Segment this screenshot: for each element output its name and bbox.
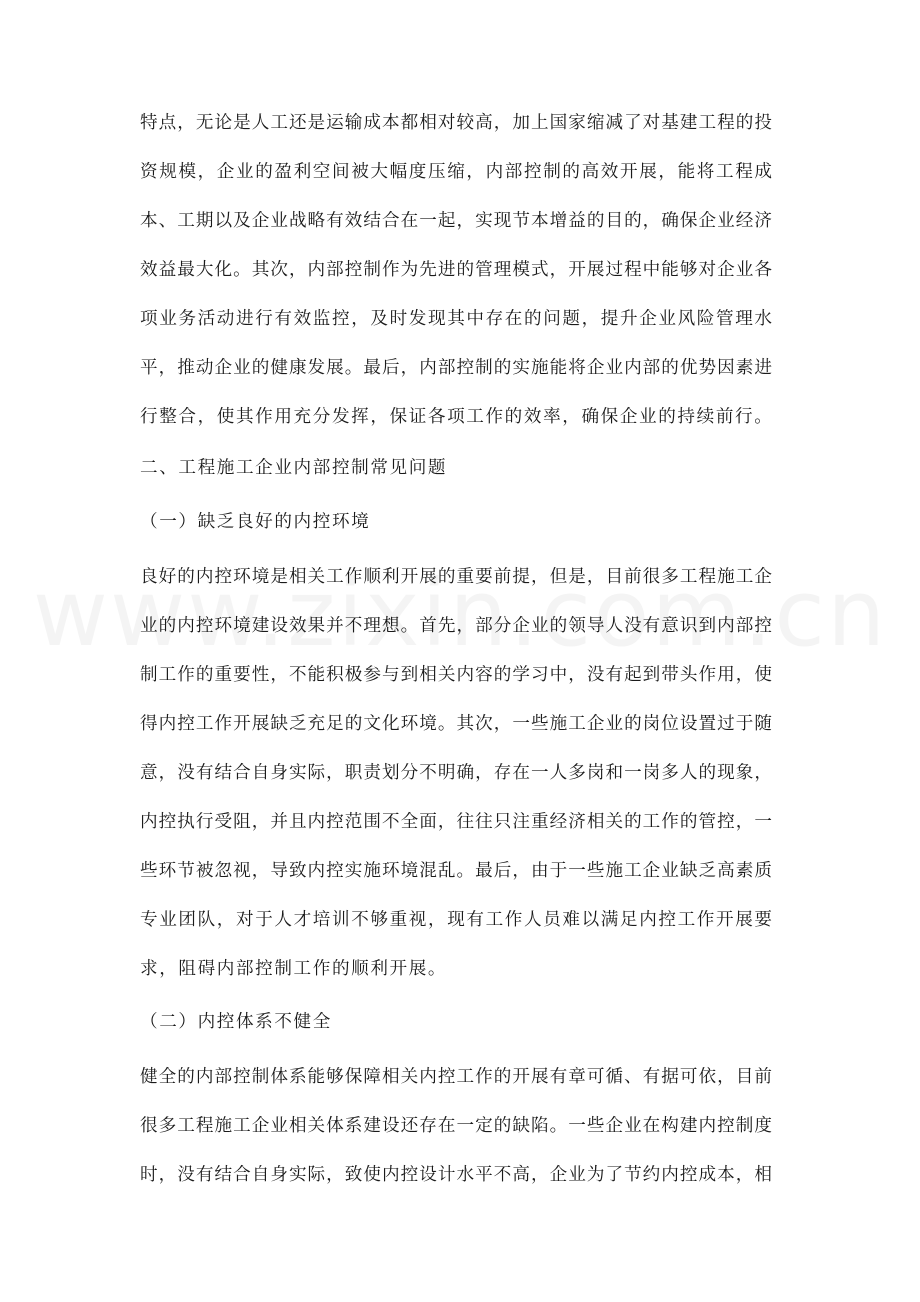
paragraph-line: 内控执行受阻，并且内控范围不全面，往往只注重经济相关的工作的管控，一 (140, 812, 772, 832)
paragraph-line: 本、工期以及企业战略有效结合在一起，实现节本增益的目的，确保企业经济 (140, 211, 772, 231)
paragraph-line: 效益最大化。其次，内部控制作为先进的管理模式，开展过程中能够对企业各 (140, 260, 772, 280)
paragraph-line: 项业务活动进行有效监控，及时发现其中存在的问题，提升企业风险管理水 (140, 309, 772, 329)
paragraph-line: 些环节被忽视，导致内控实施环境混乱。最后，由于一些施工企业缺乏高素质 (140, 861, 772, 881)
paragraph-line: 专业团队，对于人才培训不够重视，现有工作人员难以满足内控工作开展要 (140, 910, 772, 930)
paragraph-line: 健全的内部控制体系能够保障相关内控工作的开展有章可循、有据可依，目前 (140, 1067, 772, 1087)
section-heading: 二、工程施工企业内部控制常见问题 (140, 458, 448, 478)
paragraph-line: 很多工程施工企业相关体系建设还存在一定的缺陷。一些企业在构建内控制度 (140, 1116, 772, 1136)
paragraph-line: 资规模，企业的盈利空间被大幅度压缩，内部控制的高效开展，能将工程成 (140, 162, 772, 182)
paragraph-line: 意，没有结合自身实际，职责划分不明确，存在一人多岗和一岗多人的现象， (140, 763, 772, 783)
subsection-heading: （一）缺乏良好的内控环境 (140, 512, 371, 532)
subsection-heading: （二）内控体系不健全 (140, 1012, 332, 1032)
paragraph-line: 得内控工作开展缺乏充足的文化环境。其次，一些施工企业的岗位设置过于随 (140, 714, 772, 734)
paragraph-line: 时，没有结合自身实际，致使内控设计水平不高，企业为了节约内控成本，相 (140, 1165, 772, 1185)
paragraph-line: 制工作的重要性，不能积极参与到相关内容的学习中，没有起到带头作用，使 (140, 665, 772, 685)
paragraph-line: 特点，无论是人工还是运输成本都相对较高，加上国家缩减了对基建工程的投 (140, 113, 772, 133)
paragraph-line: 良好的内控环境是相关工作顺利开展的重要前提，但是，目前很多工程施工企 (140, 567, 772, 587)
paragraph-line: 业的内控环境建设效果并不理想。首先，部分企业的领导人没有意识到内部控 (140, 616, 772, 636)
paragraph-line: 行整合，使其作用充分发挥，保证各项工作的效率，确保企业的持续前行。 (140, 407, 774, 427)
paragraph-line: 平，推动企业的健康发展。最后，内部控制的实施能将企业内部的优势因素进 (140, 358, 772, 378)
paragraph-line: 求，阻碍内部控制工作的顺利开展。 (140, 959, 448, 979)
